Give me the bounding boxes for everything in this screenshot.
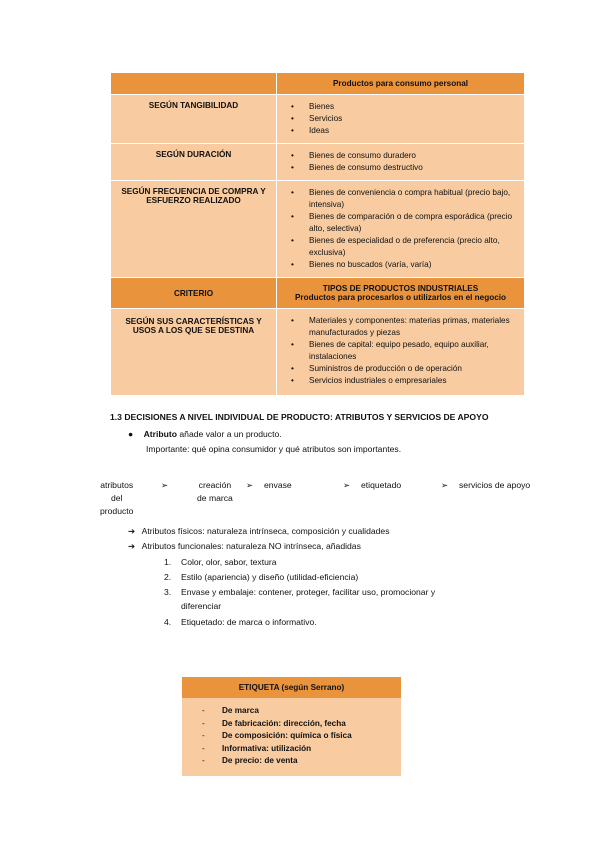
numbered-item [164, 572, 358, 582]
flow-text: atributos [100, 480, 134, 490]
physical-attributes [128, 526, 390, 537]
etiqueta-box [182, 677, 401, 776]
types-cell [277, 181, 525, 278]
list-item: • Bienes de consumo duradero [309, 150, 518, 162]
criterion-cell: SEGÚN SUS CARACTERÍSTICAS Y USOS A LOS QUE SE DESTINA [111, 309, 277, 396]
list-item: • Bienes de comparación o de compra esporádica (precio alto, selectiva) [309, 211, 518, 235]
physical-attributes-text: Atributos físicos: naturaleza intrínseca, composición y cualidades [141, 526, 390, 536]
flow-arrow-icon: ➢ [441, 480, 449, 490]
table-header-row [111, 73, 525, 95]
types-cell [277, 144, 525, 181]
item-text: Envase y embalaje: contener, proteger, facilitar uso, promocionar y [181, 587, 436, 597]
item-text: De composición: química o física [222, 731, 352, 740]
numbered-item [164, 557, 277, 567]
criterion-cell: SEGÚN DURACIÓN [111, 144, 277, 181]
list-item [182, 730, 401, 743]
arrow-icon: ➔ [128, 526, 136, 536]
criterion-cell: SEGÚN FRECUENCIA DE COMPRA Y ESFUERZO REALIZADO [111, 181, 277, 278]
flow-text: creación [198, 480, 232, 490]
dash-icon: - [202, 743, 205, 753]
header-industrial-line2: Productos para procesarlos o utilizarlos en el negocio [294, 293, 507, 302]
list-item [182, 743, 401, 756]
flow-step-packaging: envase [264, 480, 292, 490]
item-number: 1. [164, 557, 172, 567]
flow-arrow-icon: ➢ [161, 480, 169, 490]
header-industrial-line1: TIPOS DE PRODUCTOS INDUSTRIALES [322, 284, 479, 293]
header-empty-cell [111, 73, 277, 95]
flow-arrow-icon: ➢ [343, 480, 351, 490]
table-row [111, 95, 525, 144]
header-consumer-products: Productos para consumo personal [277, 73, 525, 95]
list-item: • Ideas [309, 125, 518, 137]
etiqueta-title: ETIQUETA (según Serrano) [182, 677, 401, 698]
list-item: • Materiales y componentes: materias primas, materiales manufacturados y piezas [309, 315, 518, 339]
bullet-icon: ● [128, 429, 134, 439]
section-heading: 1.3 DECISIONES A NIVEL INDIVIDUAL DE PRODUCTO: ATRIBUTOS Y SERVICIOS DE APOYO [110, 412, 489, 422]
arrow-icon: ➔ [128, 541, 136, 551]
dash-icon: - [202, 718, 205, 728]
functional-attributes [128, 541, 361, 552]
attribute-term: Atributo [143, 429, 178, 439]
item-text: De fabricación: dirección, fecha [222, 718, 346, 728]
list-item: • Bienes no buscados (varía, varía) [309, 259, 518, 271]
etiqueta-list [182, 698, 401, 776]
list-item [182, 705, 401, 718]
flow-text: del [110, 493, 123, 503]
table-row [111, 181, 525, 278]
list-item: • Bienes de especialidad o de preferencia (precio alto, exclusiva) [309, 235, 518, 259]
flow-step-attributes [100, 479, 133, 518]
list-item: • Bienes [309, 101, 518, 113]
numbered-item-continuation [164, 601, 221, 611]
numbered-item [164, 617, 317, 627]
list-item: • Bienes de capital: equipo pesado, equipo auxiliar, instalaciones [309, 339, 518, 363]
header-criterio: CRITERIO [111, 278, 277, 309]
flow-text: de marca [197, 493, 233, 503]
types-cell [277, 309, 525, 396]
numbered-item [164, 587, 435, 597]
flow-step-labeling: etiquetado [361, 480, 402, 490]
header-industrial-products [277, 278, 525, 309]
item-text: De marca [222, 706, 259, 715]
list-item [182, 755, 401, 768]
flow-arrow-icon: ➢ [246, 480, 254, 490]
list-item: • Suministros de producción o de operación [309, 363, 518, 375]
item-text: Color, olor, sabor, textura [181, 557, 277, 567]
table-header-row [111, 278, 525, 309]
list-item: • Servicios industriales o empresariales [309, 375, 518, 387]
flow-step-branding [197, 479, 233, 505]
flow-text: producto [100, 506, 134, 516]
functional-attributes-text: Atributos funcionales: naturaleza NO intrínseca, añadidas [141, 541, 361, 551]
table-row [111, 144, 525, 181]
list-item: • Servicios [309, 113, 518, 125]
types-cell [277, 95, 525, 144]
importance-note: Importante: qué opina consumidor y qué atributos son importantes. [146, 444, 402, 454]
list-item: • Bienes de conveniencia o compra habitual (precio bajo, intensiva) [309, 187, 518, 211]
table-row [111, 309, 525, 396]
attribute-bullet [128, 429, 282, 439]
item-text: De precio: de venta [222, 756, 298, 765]
item-number: 4. [164, 617, 172, 627]
list-item: • Bienes de consumo destructivo [309, 162, 518, 174]
item-number: 2. [164, 572, 172, 582]
flow-step-support-services: servicios de apoyo [459, 480, 531, 490]
item-text: diferenciar [181, 601, 222, 611]
item-text: Etiquetado: de marca o informativo. [181, 617, 317, 627]
item-number: 3. [164, 587, 172, 597]
item-text: Informativa: utilización [222, 743, 312, 753]
item-text: Estilo (apariencia) y diseño (utilidad-eficiencia) [181, 572, 359, 582]
list-item [182, 718, 401, 731]
dash-icon: - [202, 731, 205, 740]
dash-icon: - [202, 756, 205, 765]
dash-icon: - [202, 706, 205, 715]
criterion-cell: SEGÚN TANGIBILIDAD [111, 95, 277, 144]
attribute-definition: añade valor a un producto. [177, 429, 282, 439]
product-classification-table [110, 72, 525, 396]
